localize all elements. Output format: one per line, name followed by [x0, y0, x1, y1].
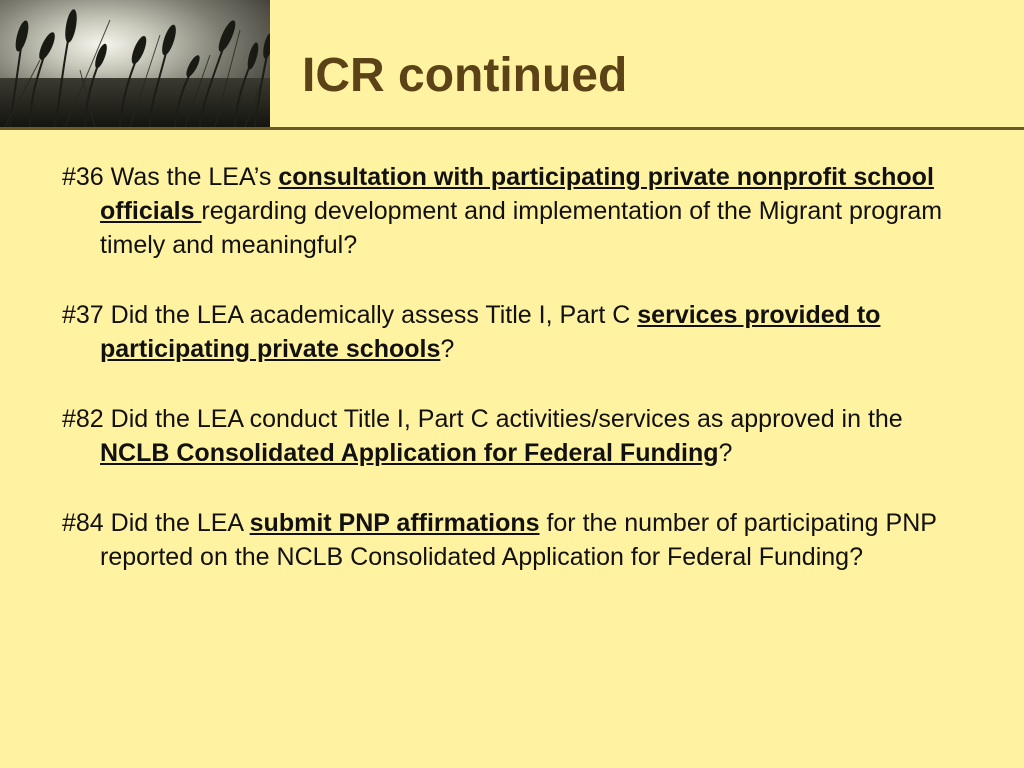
question-emphasis: NCLB Consolidated Application for Federal Funding — [100, 439, 719, 467]
question-text: ? — [440, 335, 455, 363]
question-text: ? — [718, 439, 733, 467]
question-text: #84 Did the LEA — [62, 509, 250, 537]
question-emphasis: services provided to participating private schools — [100, 301, 881, 363]
question-82 — [62, 402, 962, 470]
question-emphasis: consultation with participating private nonprofit school officials — [100, 163, 934, 225]
question-list — [62, 160, 962, 610]
question-text: #36 Was the LEA’s — [62, 163, 279, 191]
question-text: #37 Did the LEA academically assess Title I, Part C — [62, 301, 638, 329]
slide-title: ICR continued — [302, 49, 628, 102]
question-37 — [62, 298, 962, 366]
question-text: #82 Did the LEA conduct Title I, Part C activities/services as approved in the — [62, 405, 903, 433]
title-divider — [0, 127, 1024, 130]
question-text: regarding development and implementation of the Migrant program timely and meaningful? — [100, 197, 943, 259]
question-36 — [62, 160, 962, 262]
wheat-field-photo — [0, 0, 270, 127]
question-text: for the number of participating PNP reported on the NCLB Consolidated Application for Federal Funding? — [100, 509, 937, 571]
question-emphasis: submit PNP affirmations — [249, 509, 540, 537]
question-84 — [62, 506, 962, 574]
